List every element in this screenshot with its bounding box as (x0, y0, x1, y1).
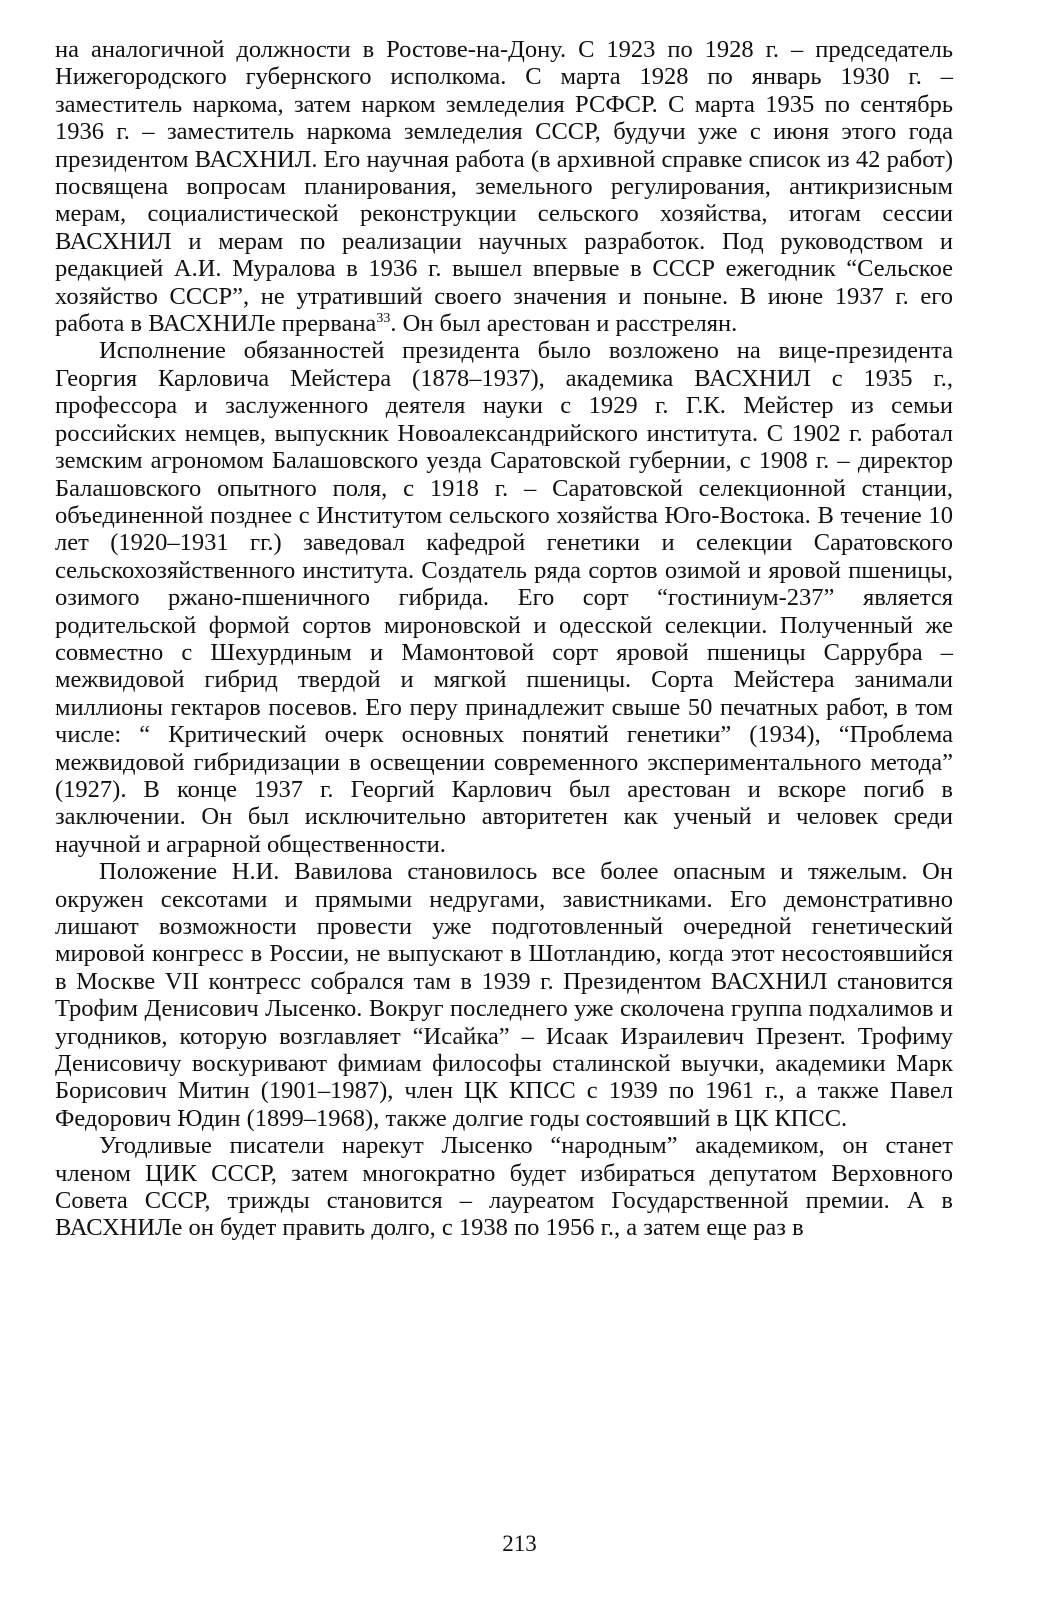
page-text (55, 36, 953, 1242)
paragraph-3: Положение Н.И. Вавилова становилось все более опасным и тяжелым. Он окружен сексотами и прямыми недругами, завистниками. Его демонстративно лишают возможности провести уже подготовленный очередной генетический мировой конгресс в России, не выпускают в Шотландию, когда этот несостоявшийся в Москве VII контресс собрался там в 1939 г. Президентом ВАСХНИЛ становится Трофим Денисович Лысенко. Вокруг последнего уже сколочена группа подхалимов и угодников, которую возглавляет “Исайка” – Исаак Израилевич Презент. Трофиму Денисовичу воскуривают фимиам философы сталинской выучки, академики Марк Борисович Митин (1901–1987), член ЦК КПСС с 1939 по 1961 г., а также Павел Федорович Юдин (1899–1968), также долгие годы состоявший в ЦК КПСС. (55, 858, 953, 1132)
paragraph-4: Угодливые писатели нарекут Лысенко “народным” академиком, он станет членом ЦИК СССР, затем многократно будет избираться депутатом Верховного Совета СССР, трижды становится – лауреатом Государственной премии. А в ВАСХНИЛе он будет править долго, с 1938 по 1956 г., а затем еще раз в (55, 1132, 953, 1242)
paragraph-1-tail: . Он был арестован и расстрелян. (390, 310, 738, 338)
page-number: 213 (502, 1531, 537, 1556)
paragraph-1 (55, 36, 953, 337)
paragraph-2: Исполнение обязанностей президента было возложено на вице-президента Георгия Карловича Мейстера (1878–1937), академика ВАСХНИЛ с 1935 г., профессора и заслуженного деятеля науки с 1929 г. Г.К. Мейстер из семьи российских немцев, выпускник Новоалександрийского института. С 1902 г. работал земским агрономом Балашовского уезда Саратовской губернии, с 1908 г. – директор Балашовского опытного поля, с 1918 г. – Саратовской селекционной станции, объединенной позднее с Институтом сельского хозяйства Юго-Востока. В течение 10 лет (1920–1931 гг.) заведовал кафедрой генетики и селекции Саратовского сельскохозяйственного института. Создатель ряда сортов озимой и яровой пшеницы, озимого ржано-пшеничного гибрида. Его сорт “гостиниум-237” является родительской формой сортов мироновской и одесской селекции. Полученный же совместно с Шехурдиным и Мамонтовой сорт яровой пшеницы Саррубра – межвидовой гибрид твердой и мягкой пшеницы. Сорта Мейстера занимали миллионы гектаров посевов. Его перу принадлежит свыше 50 печатных работ, в том числе: “ Критический очерк основных понятий генетики” (1934), “Проблема межвидовой гибридизации в освещении современного экспериментального метода” (1927). В конце 1937 г. Георгий Карлович был арестован и вскоре погиб в заключении. Он был исключительно авторитетен как ученый и человек среди научной и аграрной общественности. (55, 337, 953, 858)
footnote-marker: 33 (376, 311, 391, 327)
paragraph-1-text: на аналогичной должности в Ростове-на-Дону. С 1923 по 1928 г. – председатель Нижегородского губернского исполкома. С марта 1928 по январь 1930 г. – заместитель наркома, затем нарком земледелия РСФСР. С марта 1935 по сентябрь 1936 г. – заместитель наркома земледелия СССР, будучи уже с июня этого года президентом ВАСХНИЛ. Его научная работа (в архивной справке список из 42 работ) посвящена вопросам планирования, земельного регулирования, антикризисным мерам, социалистической реконструкции сельского хозяйства, итогам сессии ВАСХНИЛ и мерам по реализации научных разработок. Под руководством и редакцией А.И. Муралова в 1936 г. вышел впервые в СССР ежегодник “Сельское хозяйство СССР”, не утративший своего значения и поныне. В июне 1937 г. его работа в ВАСХНИЛе прервана (55, 36, 953, 338)
